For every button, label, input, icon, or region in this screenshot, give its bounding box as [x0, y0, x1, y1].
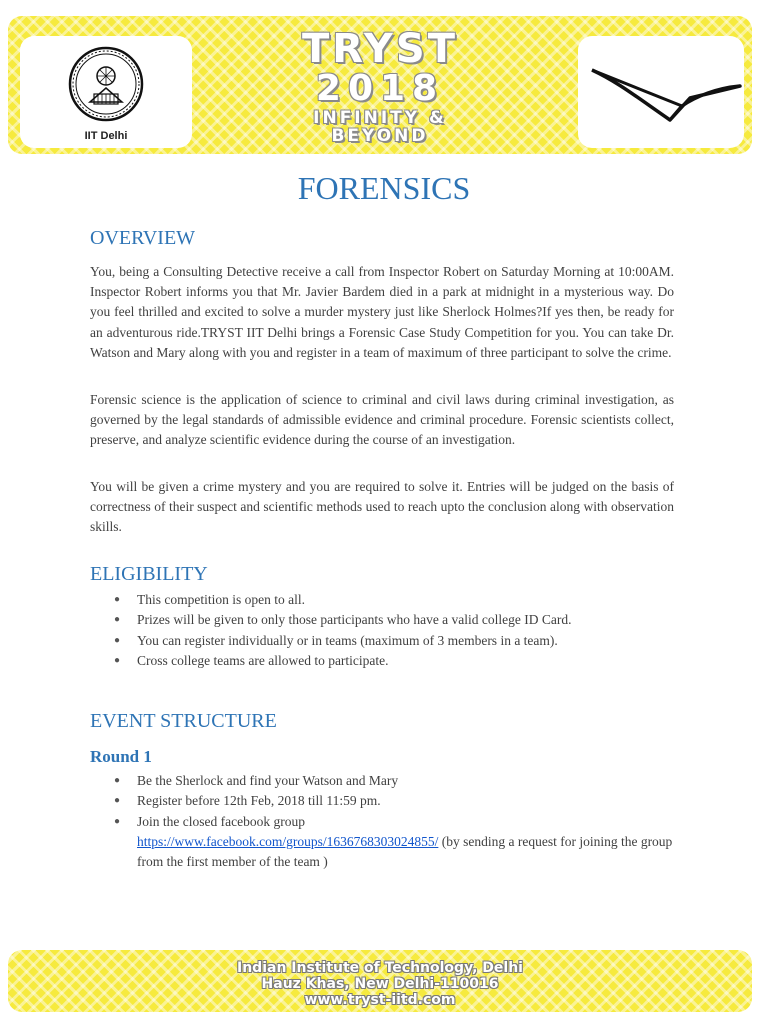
header-banner [8, 16, 752, 154]
list-item: ● Register before 12th Feb, 2018 till 11:59 pm. [90, 791, 690, 811]
logo-caption: IIT Delhi [84, 130, 128, 142]
overview-paragraph-2: Forensic science is the application of science to criminal and civil laws during criminal investigation, as governed by the legal standards of admissible evidence and criminal procedure. Forensic scientists collect, preserve, and analyze scientific evidence during the course of an investigation. [90, 392, 674, 448]
list-item-facebook [90, 812, 677, 873]
list-item: ● Prizes will be given to only those participants who have a valid college ID Card. [90, 610, 690, 630]
overview-paragraph-3: You will be given a crime mystery and you are required to solve it. Entries will be judged on the basis of correctness of their suspect and scientific methods used to reach upto the conclusion along with observation skills. [90, 479, 674, 535]
fest-tagline-line2: BEYOND [331, 126, 429, 146]
round-1-list [90, 771, 690, 872]
event-structure-heading: EVENT STRUCTURE [90, 710, 277, 732]
plane-logo-panel [578, 36, 744, 148]
overview-paragraph-1: You, being a Consulting Detective receive a call from Inspector Robert on Saturday Morning at 10:00AM. Inspector Robert informs you that Mr. Javier Bardem died in a park at midnight in a mysterious way. Do you feel thrilled and excited to solve a murder mystery just like Sherlock Holmes?If yes then, be ready for an adventurous ride.TRYST IIT Delhi brings a Forensic Case Study Competition for you. You can take Dr. Watson and Mary along with you and register in a team of maximum of three participant to solve the crime. [90, 264, 674, 360]
list-item: ● Cross college teams are allowed to participate. [90, 651, 690, 671]
facebook-item-suffix: (by sending a request for joining the group from the first member of the team ) [137, 833, 673, 870]
facebook-item-prefix: Join the closed facebook group [137, 813, 305, 829]
eligibility-list [90, 590, 690, 671]
list-item: ● This competition is open to all. [90, 590, 690, 610]
eligibility-heading: ELIGIBILITY [90, 563, 208, 585]
list-item: ● Be the Sherlock and find your Watson and Mary [90, 771, 690, 791]
facebook-group-link[interactable]: https://www.facebook.com/groups/1636768303024855/ [137, 833, 439, 849]
round-1-heading: Round 1 [90, 747, 152, 766]
fest-name: TRYST [302, 26, 458, 72]
overview-heading: OVERVIEW [90, 227, 196, 249]
footer-banner [8, 950, 752, 1012]
footer-address: Hauz Khas, New Delhi-110016 [261, 976, 499, 992]
footer-website: www.tryst-iitd.com [304, 992, 456, 1008]
page-title: FORENSICS [297, 170, 471, 206]
paper-plane-logo-icon [578, 36, 744, 148]
fest-year: 2018 [315, 68, 445, 109]
list-item: ● You can register individually or in teams (maximum of 3 members in a team). [90, 631, 690, 651]
fest-tagline-line1: INFINITY & [313, 108, 447, 128]
footer-institute: Indian Institute of Technology, Delhi [237, 960, 523, 976]
